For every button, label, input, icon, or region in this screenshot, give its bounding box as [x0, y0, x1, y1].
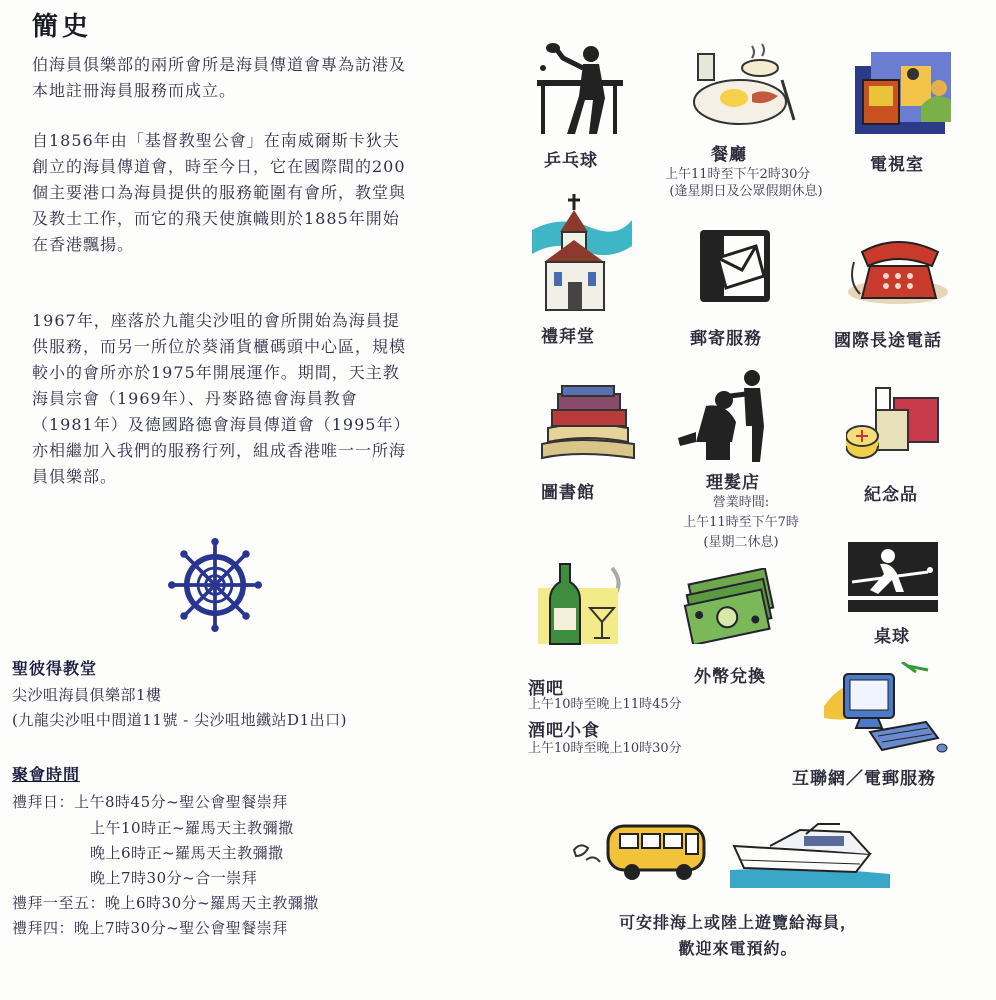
bar-hours: 上午10時至晚上11時45分 — [528, 697, 682, 712]
service-time-line: 晚上7時30分~合一崇拜 — [90, 869, 258, 887]
chapel-label: 禮拜堂 — [541, 327, 595, 347]
table-tennis-icon — [533, 38, 627, 138]
postal-envelope-icon — [698, 228, 772, 304]
barber-icon — [676, 366, 776, 464]
ship-wheel-icon — [168, 538, 262, 632]
barber-hours: 上午11時至下午7時 — [683, 515, 799, 530]
barber-note: (星期二休息) — [703, 535, 779, 550]
souvenir-label: 紀念品 — [864, 485, 918, 505]
billiards-icon — [848, 542, 938, 612]
bar-label: 酒吧 — [528, 679, 564, 699]
souvenir-gift-icon — [846, 384, 942, 464]
bus-icon — [570, 820, 710, 884]
service-times-title: 聚會時間 — [12, 765, 81, 784]
service-time-line: 禮拜日：上午8時45分~聖公會聖餐崇拜 — [12, 793, 288, 811]
history-para-3: 1967年，座落於九龍尖沙咀的會所開始為海員提供服務，而另一所位於葵涌貨櫃碼頭中心區，規模較小的會所亦於1975年開展運作。期間，天主教海員宗會（1969年）、丹麥路德會海員教會（1981年）及德國路德會海員傳道會（1995年）亦相繼加入我們的服務行列，組成香港唯一一所海員俱樂部。 — [32, 311, 411, 486]
chapel-title: 聖彼得教堂 — [12, 659, 98, 678]
bar-snack-label: 酒吧小食 — [528, 721, 600, 741]
library-books-icon — [538, 384, 638, 464]
history-para-2: 自1856年由「基督教聖公會」在南威爾斯卡狄夫創立的海員傳道會，時至今日，它在國際間的200個主要港口為海員提供的服務範圍有會所，教堂與及教士工作，而它的飛天使旗幟則於1885年開始在香港飄揚。 — [32, 131, 407, 254]
exchange-label: 外幣兌換 — [694, 667, 766, 687]
chapel-address-1: 尖沙咀海員俱樂部1樓 — [12, 686, 162, 704]
tv-room-label: 電視室 — [870, 155, 924, 175]
footer-line-2: 歡迎來電預約。 — [678, 939, 798, 958]
barber-hours-title: 營業時間: — [712, 495, 770, 510]
history-title: 簡史 — [32, 12, 93, 42]
library-label: 圖書館 — [541, 483, 595, 503]
barber-label: 理髮店 — [706, 473, 760, 493]
internet-computer-icon — [820, 662, 950, 754]
chapel-icon — [532, 190, 632, 316]
chapel-address-2: (九龍尖沙咀中間道11號 - 尖沙咀地鐵站D1出口) — [12, 711, 347, 729]
idd-label: 國際長途電話 — [834, 331, 942, 351]
telephone-icon — [846, 232, 950, 306]
postal-label: 郵寄服務 — [690, 329, 762, 349]
restaurant-icon — [690, 40, 800, 130]
history-para-1: 伯海員俱樂部的兩所會所是海員傳道會專為訪港及本地註冊海員服務而成立。 — [32, 55, 407, 100]
bar-snack-hours: 上午10時至晚上10時30分 — [528, 741, 682, 756]
table-tennis-label: 乒乓球 — [544, 151, 598, 171]
footer-line-1: 可安排海上或陸上遊覽給海員， — [618, 913, 857, 932]
service-time-line: 晚上6時正~羅馬天主教彌撒 — [90, 844, 284, 862]
service-time-line: 禮拜四：晚上7時30分~聖公會聖餐崇拜 — [12, 919, 288, 937]
billiards-label: 桌球 — [874, 627, 910, 647]
bar-wine-icon — [532, 562, 642, 646]
currency-exchange-icon — [682, 568, 782, 644]
service-time-line: 上午10時正~羅馬天主教彌撒 — [90, 819, 294, 837]
boat-icon — [730, 818, 890, 888]
internet-label: 互聯網／電郵服務 — [792, 769, 936, 789]
restaurant-hours: 上午11時至下午2時30分 — [665, 167, 811, 182]
tv-room-icon — [855, 52, 955, 140]
restaurant-label: 餐廳 — [711, 145, 747, 165]
service-time-line: 禮拜一至五：晚上6時30分~羅馬天主教彌撒 — [12, 894, 319, 912]
restaurant-note: (逢星期日及公眾假期休息) — [669, 184, 823, 199]
